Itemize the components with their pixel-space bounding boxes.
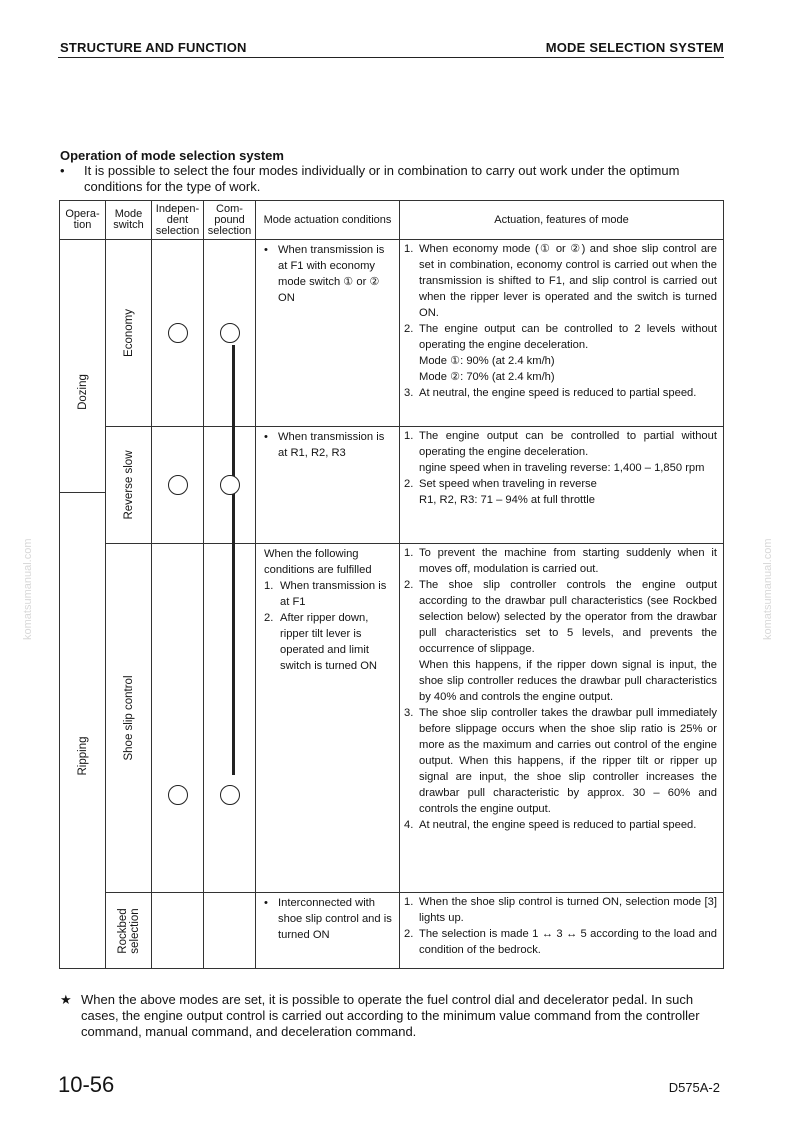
mode-selection-table	[59, 200, 724, 969]
conditions-economy	[256, 240, 400, 427]
item-number: 3.	[404, 707, 414, 719]
compound-rockbed	[204, 893, 256, 969]
condition-text: When transmission is at F1	[280, 580, 387, 608]
feature-detail: ngine speed when in traveling reverse: 1,400 – 1,850 rpm	[419, 462, 705, 474]
page-number: 10-56	[58, 1072, 115, 1097]
header-independent-selection: Indepen-dent selection	[152, 201, 204, 240]
item-number: 2.	[404, 478, 414, 490]
conditions-reverse-slow	[256, 427, 400, 544]
star-icon: ★	[60, 992, 72, 1007]
operation-dozing	[60, 240, 106, 544]
item-number: 1.	[404, 547, 414, 559]
condition-intro: When the following conditions are fulfilled	[264, 548, 372, 576]
features-rockbed	[400, 893, 724, 969]
item-number: 2.	[404, 579, 414, 591]
features-reverse-slow	[400, 427, 724, 544]
table-row	[60, 427, 724, 544]
condition-text: When transmission is at R1, R2, R3	[278, 431, 385, 459]
circle-mark	[168, 323, 188, 343]
compound-connection-line	[232, 345, 235, 775]
feature-detail: When this happens, if the ripper down signal is input, the shoe slip controller reduces the drawbar pull characteristics by 40% and controls the engine output.	[419, 659, 717, 703]
circle-mark	[168, 785, 188, 805]
operation-dozing-label: Dozing	[76, 373, 89, 410]
compound-shoe-slip	[204, 544, 256, 893]
bullet: •	[264, 244, 268, 256]
intro-bullet: •	[60, 163, 65, 178]
compound-economy	[204, 240, 256, 427]
operation-divider-line	[59, 492, 105, 493]
mode-reverse-slow-label: Reverse slow	[122, 450, 135, 520]
condition-text: Interconnected with shoe slip control and is turned ON	[278, 897, 392, 941]
feature-text: At neutral, the engine speed is reduced to partial speed.	[419, 387, 697, 399]
condition-text: After ripper down, ripper tilt lever is operated and limit switch is turned ON	[280, 612, 377, 672]
model-code: D575A-2	[668, 1080, 720, 1095]
item-number: 2.	[404, 928, 414, 940]
circle-mark	[220, 475, 240, 495]
feature-text: The selection is made 1 ↔ 3 ↔ 5 according to the load and condition of the bedrock.	[419, 928, 717, 956]
feature-text: When the shoe slip control is turned ON, selection mode [3] lights up.	[419, 896, 717, 924]
conditions-shoe-slip	[256, 544, 400, 893]
table-row	[60, 893, 724, 969]
header-actuation-conditions: Mode actuation conditions	[256, 201, 400, 240]
operation-ripping-label: Ripping	[76, 736, 89, 776]
item-number: 1.	[404, 243, 414, 255]
operation-ripping	[60, 544, 106, 969]
feature-text: When economy mode (① or ②) and shoe slip control are set in combination, economy control is carried out when the transmission is shifted to F1, and slip control is carried out when the ripper lever is operated and the switch is turned ON.	[419, 243, 717, 319]
table-header-row	[60, 201, 724, 240]
feature-text: The shoe slip controller controls the engine output according to the drawbar pull characteristics (see Rockbed selection below) selected by the operator from the drawbar pull characteristics set to 5 levels, and prevents the occurrence of slippage.	[419, 579, 717, 655]
mode-shoe-slip-label: Shoe slip control	[122, 675, 135, 761]
header-compound-selection: Com-pound selection	[204, 201, 256, 240]
watermark-right: komatsumanual.com	[762, 538, 774, 640]
feature-text: Set speed when traveling in reverse	[419, 478, 597, 490]
table-row	[60, 240, 724, 427]
footnote-text: When the above modes are set, it is possible to operate the fuel control dial and decelerator pedal. In such cases, the engine output control is carried out according to the minimum value command from the controller command, manual command, and deceleration command.	[81, 992, 700, 1039]
feature-detail: R1, R2, R3: 71 – 94% at full throttle	[419, 494, 595, 506]
item-number: 2.	[264, 612, 274, 624]
watermark-left: komatsumanual.com	[22, 538, 34, 640]
mode-economy	[106, 240, 152, 427]
circle-mark	[220, 323, 240, 343]
bullet: •	[264, 897, 268, 909]
item-number: 3.	[404, 387, 414, 399]
independent-reverse-slow	[152, 427, 204, 544]
feature-text: To prevent the machine from starting suddenly when it moves off, modulation is carried out.	[419, 547, 717, 575]
header-actuation-features: Actuation, features of mode	[400, 201, 724, 240]
compound-reverse-slow	[204, 427, 256, 544]
feature-text: The engine output can be controlled to 2 levels without operating the engine deceleration.	[419, 323, 717, 351]
intro-paragraph	[60, 163, 724, 195]
intro-text: It is possible to select the four modes individually or in combination to carry out work under the optimum conditions for the type of work.	[84, 163, 680, 194]
item-number: 1.	[404, 896, 414, 908]
mode-rockbed-label: Rockbed selection	[116, 907, 141, 954]
feature-text: The engine output can be controlled to partial without operating the engine deceleration.	[419, 430, 717, 458]
table-row	[60, 544, 724, 893]
mode-economy-label: Economy	[122, 309, 135, 357]
circle-mark	[220, 785, 240, 805]
section-title: Operation of mode selection system	[60, 148, 284, 163]
item-number: 1.	[264, 580, 274, 592]
mode-rockbed-selection	[106, 893, 152, 969]
mode-reverse-slow	[106, 427, 152, 544]
bullet: •	[264, 431, 268, 443]
header-topic-title: MODE SELECTION SYSTEM	[545, 40, 724, 55]
condition-text: When transmission is at F1 with economy mode switch ① or ② ON	[278, 244, 385, 304]
independent-rockbed	[152, 893, 204, 969]
independent-shoe-slip	[152, 544, 204, 893]
header-mode-switch: Mode switch	[106, 201, 152, 240]
features-economy	[400, 240, 724, 427]
item-number: 1.	[404, 430, 414, 442]
mode-shoe-slip-control	[106, 544, 152, 893]
circle-mark	[168, 475, 188, 495]
item-number: 4.	[404, 819, 414, 831]
header-section-title: STRUCTURE AND FUNCTION	[60, 40, 247, 55]
footnote	[60, 992, 724, 1040]
independent-economy	[152, 240, 204, 427]
features-shoe-slip	[400, 544, 724, 893]
header-operation: Opera-tion	[60, 201, 106, 240]
feature-text: The shoe slip controller takes the drawbar pull immediately before slippage occurs when the shoe slip ratio is 25% or more as the maximum and carries out control of the engine output. When this happens, if the ripper tilt or ripper up signal are input, the shoe slip controller increases the drawbar pull characteristic by approx. 30 – 60% and controls the engine output.	[419, 707, 717, 815]
header-rule	[58, 57, 724, 58]
feature-detail: Mode ②: 70% (at 2.4 km/h)	[419, 371, 555, 383]
item-number: 2.	[404, 323, 414, 335]
feature-text: At neutral, the engine speed is reduced to partial speed.	[419, 819, 697, 831]
conditions-rockbed	[256, 893, 400, 969]
feature-detail: Mode ①: 90% (at 2.4 km/h)	[419, 355, 555, 367]
